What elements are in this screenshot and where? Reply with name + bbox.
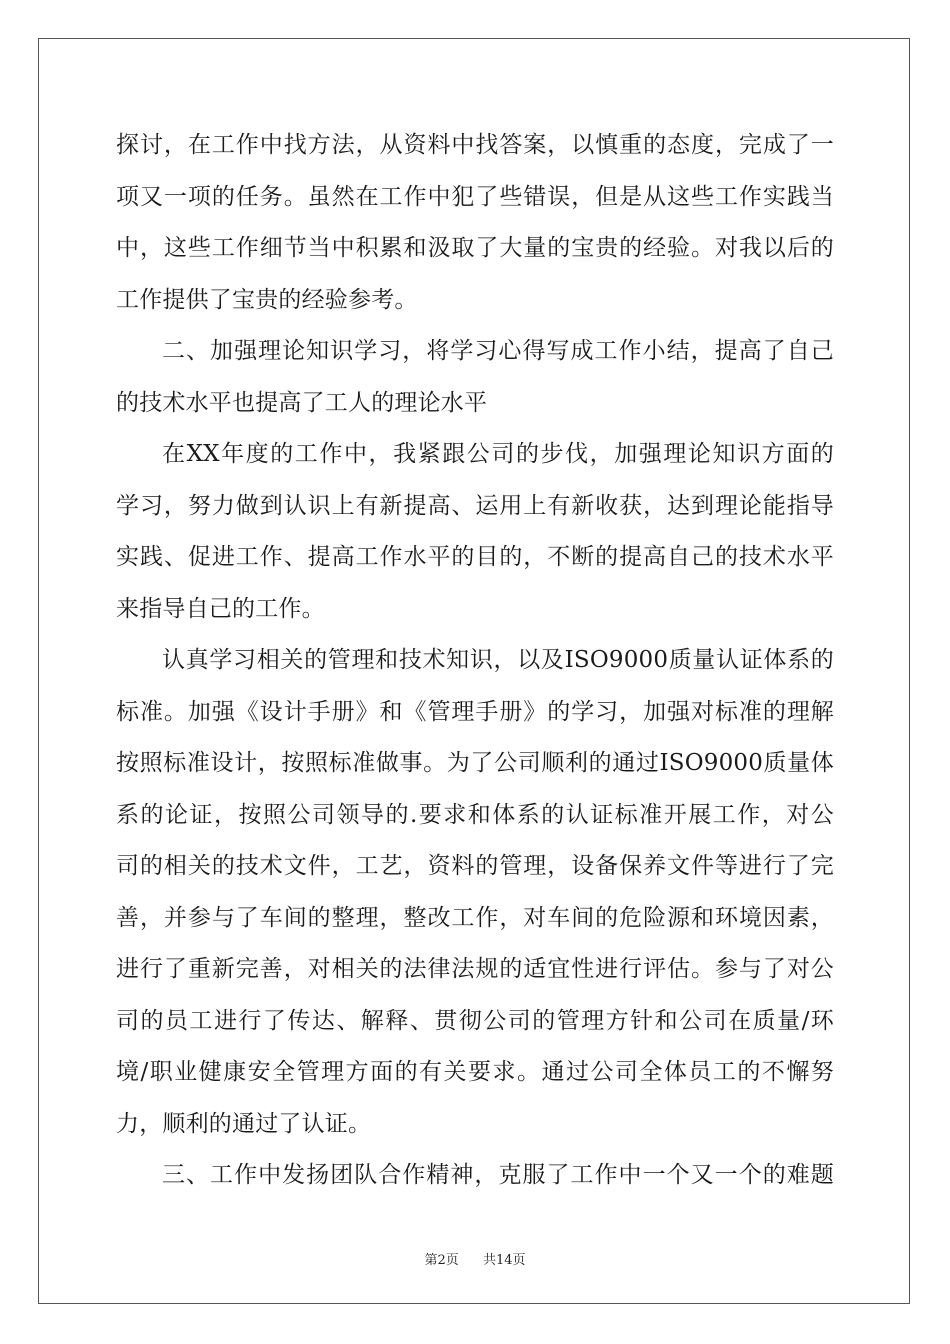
body-line: 学习，努力做到认识上有新提高、运用上有新收获，达到理论能指导 bbox=[116, 492, 834, 519]
page-footer bbox=[0, 1249, 950, 1268]
body-line: 在XX年度的工作中，我紧跟公司的步伐，加强理论知识方面的 bbox=[162, 441, 834, 467]
body-line: 来指导自己的工作。 bbox=[116, 595, 325, 622]
body-line: 司的相关的技术文件，工艺，资料的管理，设备保养文件等进行了完 bbox=[116, 853, 834, 879]
body-line: 力，顺利的通过了认证。 bbox=[116, 1110, 372, 1137]
body-line: 系的论证，按照公司领导的.要求和体系的认证标准开展工作，对公 bbox=[116, 801, 834, 828]
page-number: 第2页 bbox=[424, 1253, 459, 1268]
body-line: 认真学习相关的管理和技术知识，以及ISO9000质量认证体系的 bbox=[162, 647, 834, 673]
document-body bbox=[116, 120, 834, 1202]
body-line: 工作提供了宝贵的经验参考。 bbox=[116, 286, 418, 313]
body-line: 按照标准设计，按照标准做事。为了公司顺利的通过ISO9000质量体 bbox=[116, 750, 834, 776]
body-line: 标准。加强《设计手册》和《管理手册》的学习，加强对标准的理解 bbox=[116, 698, 834, 725]
body-line: 中，这些工作细节当中积累和汲取了大量的宝贵的经验。对我以后的 bbox=[116, 235, 834, 261]
body-line: 进行了重新完善，对相关的法律法规的适宜性进行评估。参与了对公 bbox=[116, 956, 834, 982]
section-heading-line: 二、加强理论知识学习，将学习心得写成工作小结，提高了自己 bbox=[162, 338, 834, 364]
body-line: 司的员工进行了传达、解释、贯彻公司的管理方针和公司在质量/环 bbox=[116, 1007, 834, 1034]
section-heading-line: 三、工作中发扬团队合作精神，克服了工作中一个又一个的难题 bbox=[162, 1162, 834, 1188]
body-line: 境/职业健康安全管理方面的有关要求。通过公司全体员工的不懈努 bbox=[116, 1059, 834, 1085]
section-heading-line: 的技术水平也提高了工人的理论水平 bbox=[116, 389, 488, 416]
body-line: 项又一项的任务。虽然在工作中犯了些错误，但是从这些工作实践当 bbox=[116, 183, 834, 210]
body-line: 实践、促进工作、提高工作水平的目的，不断的提高自己的技术水平 bbox=[116, 544, 834, 570]
body-line: 善，并参与了车间的整理，整改工作，对车间的危险源和环境因素， bbox=[116, 904, 834, 931]
body-line: 探讨，在工作中找方法，从资料中找答案，以慎重的态度，完成了一 bbox=[116, 132, 834, 158]
page-total: 共14页 bbox=[483, 1253, 526, 1268]
